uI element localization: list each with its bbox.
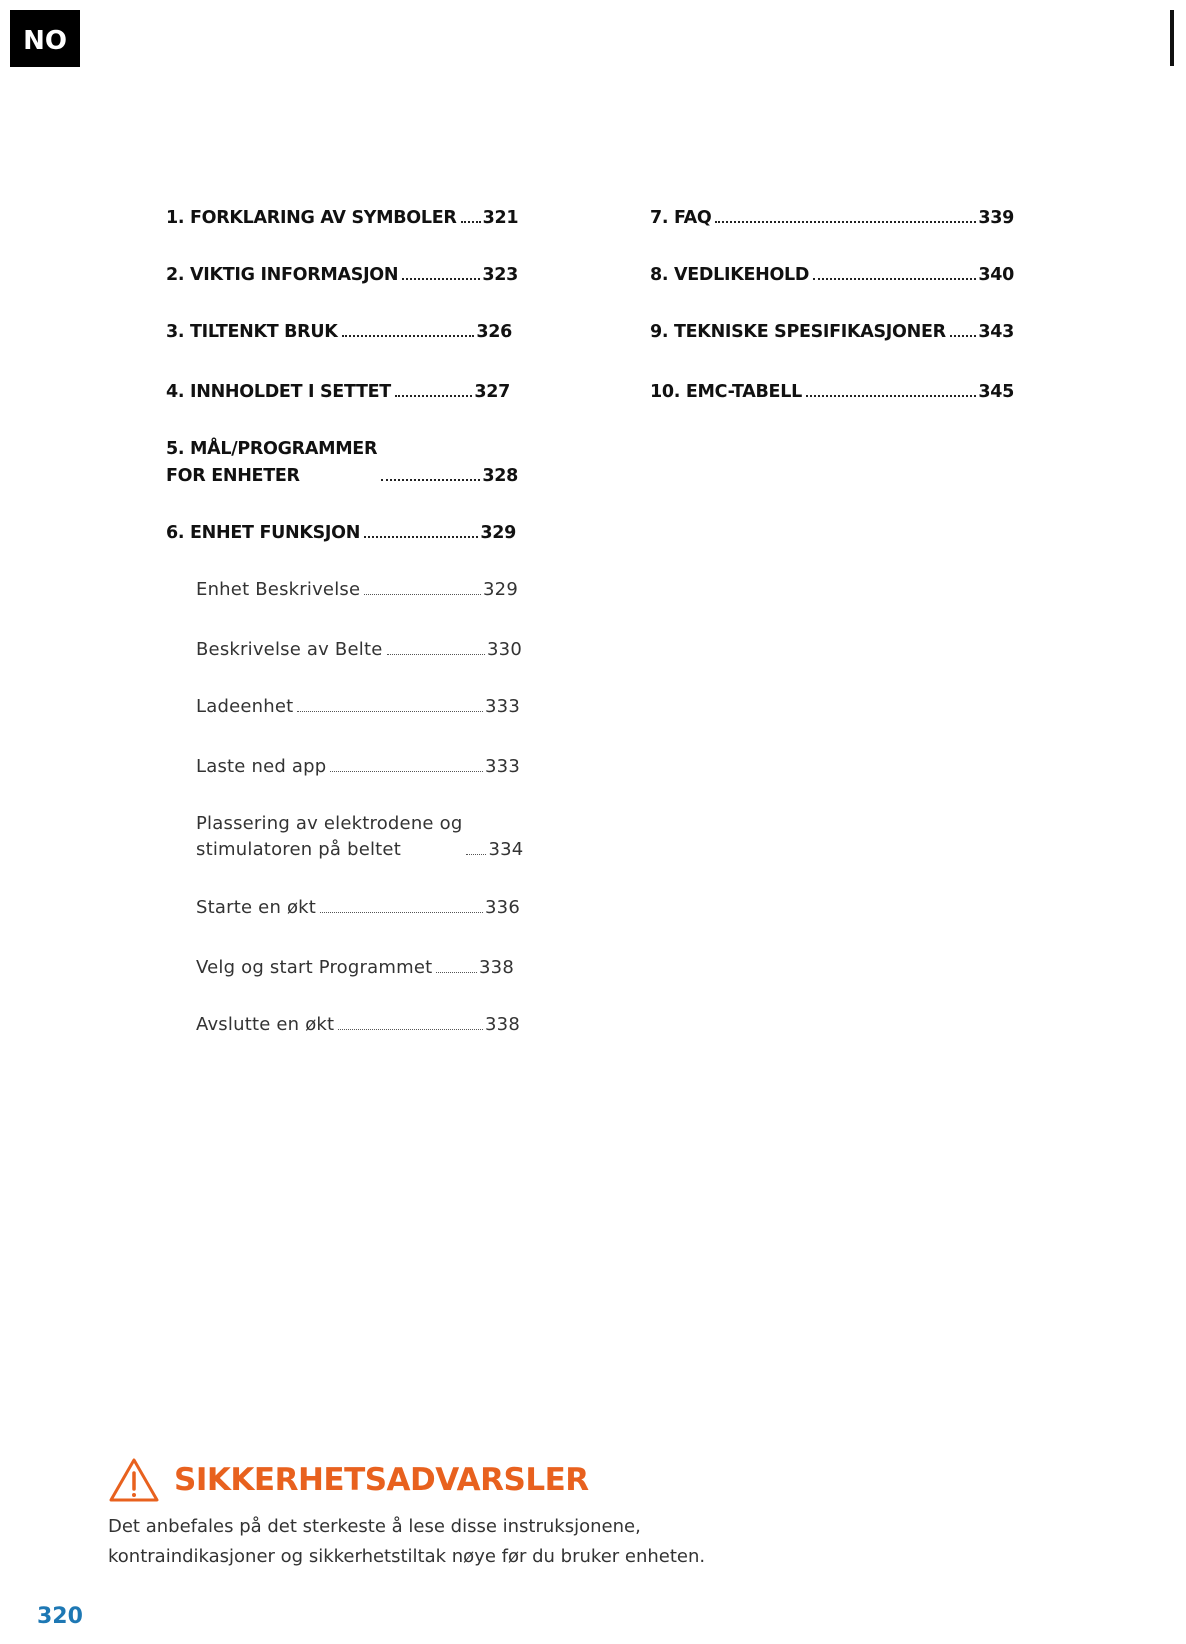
safety-warning-header — [108, 1454, 868, 1506]
toc-entry-label: Avslutte en økt — [196, 1014, 335, 1035]
toc-leader-dots — [364, 594, 481, 595]
toc-leader-dots — [813, 278, 976, 280]
toc-leader-dots — [402, 278, 480, 280]
toc-entry-label: 8. VEDLIKEHOLD — [650, 265, 810, 285]
toc-entry-page: 345 — [978, 382, 1014, 402]
toc-leader-dots — [364, 536, 478, 538]
toc-entry-label: Laste ned app — [196, 756, 327, 777]
toc-entry-device-function[interactable] — [166, 523, 516, 543]
toc-entry-end-session[interactable] — [196, 1014, 520, 1035]
toc-entry-label: 3. TILTENKT BRUK — [166, 322, 338, 342]
toc-entry-belt-description[interactable] — [196, 639, 522, 660]
toc-entry-kit-contents[interactable] — [166, 382, 510, 402]
corner-rule — [1170, 10, 1174, 66]
toc-entry-label: 1. FORKLARING AV SYMBOLER — [166, 208, 457, 228]
toc-entry-label-line1: 5. MÅL/PROGRAMMER — [166, 439, 378, 459]
toc-entry-label-line1: Plassering av elektrodene og — [196, 813, 463, 834]
toc-entry-page: 323 — [482, 265, 518, 285]
safety-warning — [108, 1454, 868, 1572]
toc-leader-dots — [342, 335, 475, 337]
toc-entry-start-session[interactable] — [196, 897, 520, 918]
toc-entry-maintenance[interactable] — [650, 265, 1014, 285]
safety-warning-text: Det anbefales på det sterkeste å lese disse instruksjonene, kontraindikasjoner og sikkerhetstiltak nøye før du bruker enheten. — [108, 1516, 706, 1567]
toc-entry-page: 326 — [476, 322, 512, 342]
toc-entry-page: 327 — [474, 382, 510, 402]
toc-entry-label: Starte en økt — [196, 897, 317, 918]
toc-entry-label: 4. INNHOLDET I SETTET — [166, 382, 391, 402]
toc-entry-page: 338 — [485, 1014, 520, 1035]
toc-entry-page: 330 — [487, 639, 522, 660]
toc-entry-label: Velg og start Programmet — [196, 957, 433, 978]
toc-entry-page: 340 — [978, 265, 1014, 285]
toc-leader-dots — [297, 711, 483, 712]
toc-leader-dots — [320, 912, 483, 913]
toc-entry-label: 7. FAQ — [650, 208, 712, 228]
toc-entry-page: 333 — [485, 756, 520, 777]
toc-leader-dots — [338, 1029, 483, 1030]
toc-entry-faq[interactable] — [650, 208, 1014, 228]
toc-entry-electrode-placement[interactable] — [196, 813, 524, 860]
toc-entry-charging-unit[interactable] — [196, 696, 520, 717]
toc-entry-programs[interactable] — [166, 439, 518, 486]
toc-leader-dots — [381, 479, 480, 481]
toc-leader-dots — [715, 221, 976, 223]
toc-entry-important-info[interactable] — [166, 265, 518, 285]
toc-leader-dots — [330, 771, 483, 772]
toc-entry-label: 9. TEKNISKE SPESIFIKASJONER — [650, 322, 946, 342]
toc-leader-dots — [395, 395, 472, 397]
toc-entry-label: Ladeenhet — [196, 696, 294, 717]
toc-leader-dots — [950, 335, 977, 337]
toc-entry-page: 333 — [485, 696, 520, 717]
toc-entry-label: 2. VIKTIG INFORMASJON — [166, 265, 399, 285]
toc-entry-label-wrap — [166, 439, 377, 486]
toc-entry-emc-table[interactable] — [650, 382, 1014, 402]
toc-entry-download-app[interactable] — [196, 756, 520, 777]
toc-entry-page: 328 — [482, 466, 518, 486]
toc-entry-page: 336 — [485, 897, 520, 918]
page-number: 320 — [37, 1604, 83, 1629]
toc-entry-technical-specs[interactable] — [650, 322, 1014, 342]
toc-leader-dots — [387, 654, 486, 655]
toc-entry-label: 10. EMC-TABELL — [650, 382, 802, 402]
toc-entry-device-description[interactable] — [196, 579, 518, 600]
toc-entry-label: stimulatoren på beltet — [196, 839, 401, 860]
toc-entry-page: 343 — [978, 322, 1014, 342]
toc-leader-dots — [461, 221, 481, 223]
toc-entry-label: Beskrivelse av Belte — [196, 639, 383, 660]
toc-entry-page: 329 — [480, 523, 516, 543]
toc-entry-page: 321 — [482, 208, 519, 228]
toc-entry-page: 334 — [488, 839, 524, 860]
toc-leader-dots — [466, 854, 486, 855]
safety-warning-title: SIKKERHETSADVARSLER — [174, 1462, 589, 1498]
toc-entry-label: Enhet Beskrivelse — [196, 579, 361, 600]
toc-entry-select-program[interactable] — [196, 957, 514, 978]
warning-triangle-icon — [108, 1456, 160, 1504]
toc-entry-label: 6. ENHET FUNKSJON — [166, 523, 361, 543]
toc-leader-dots — [806, 395, 976, 397]
language-tab — [10, 10, 80, 67]
toc-entry-intended-use[interactable] — [166, 322, 512, 342]
toc-entry-page: 339 — [978, 208, 1014, 228]
toc-entry-page: 338 — [479, 957, 514, 978]
toc-entry-label-wrap — [196, 813, 462, 860]
toc-entry-page: 329 — [483, 579, 518, 600]
language-tab-label: NO — [23, 25, 67, 56]
toc-entry-symbols[interactable] — [166, 208, 519, 228]
toc-entry-label: FOR ENHETER — [166, 466, 300, 486]
toc-leader-dots — [436, 972, 477, 973]
